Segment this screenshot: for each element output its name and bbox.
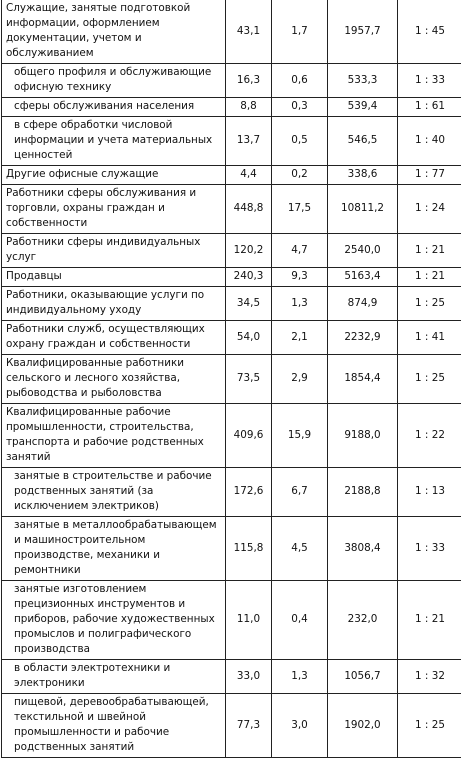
occupation-name-cell: Квалифицированные работники сельского и лесного хозяйства, рыбоводства и рыболовства bbox=[2, 355, 226, 404]
ratio-cell: 1 : 77 bbox=[398, 166, 461, 185]
occupation-name-cell: в области электротехники и электроники bbox=[2, 660, 226, 694]
occupation-name-cell: занятые в металлообрабатывающем и машиностроительном производстве, механики и ремонтники bbox=[2, 517, 226, 581]
ratio-cell: 1 : 25 bbox=[398, 355, 461, 404]
ratio-cell: 1 : 40 bbox=[398, 117, 461, 166]
value-cell-3: 232,0 bbox=[328, 581, 398, 660]
table-row bbox=[2, 517, 461, 581]
value-cell-1: 16,3 bbox=[226, 64, 272, 98]
occupation-name-cell: Другие офисные служащие bbox=[2, 166, 226, 185]
value-cell-3: 533,3 bbox=[328, 64, 398, 98]
ratio-cell: 1 : 21 bbox=[398, 268, 461, 287]
occupation-name-cell: Продавцы bbox=[2, 268, 226, 287]
ratio-cell: 1 : 33 bbox=[398, 64, 461, 98]
value-cell-1: 13,7 bbox=[226, 117, 272, 166]
table-row bbox=[2, 287, 461, 321]
value-cell-1: 8,8 bbox=[226, 98, 272, 117]
occupation-name-cell: Работники служб, осуществляющих охрану граждан и собственности bbox=[2, 321, 226, 355]
ratio-cell: 1 : 33 bbox=[398, 517, 461, 581]
table-row bbox=[2, 321, 461, 355]
value-cell-3: 338,6 bbox=[328, 166, 398, 185]
value-cell-2: 0,3 bbox=[272, 98, 328, 117]
value-cell-3: 3808,4 bbox=[328, 517, 398, 581]
table-row bbox=[2, 64, 461, 98]
value-cell-1: 54,0 bbox=[226, 321, 272, 355]
occupation-name-cell: Работники, оказывающие услуги по индивидуальному уходу bbox=[2, 287, 226, 321]
table-row bbox=[2, 98, 461, 117]
value-cell-3: 10811,2 bbox=[328, 185, 398, 234]
occupation-name-cell: сферы обслуживания населения bbox=[2, 98, 226, 117]
value-cell-2: 2,9 bbox=[272, 355, 328, 404]
value-cell-2: 0,2 bbox=[272, 166, 328, 185]
value-cell-1: 240,3 bbox=[226, 268, 272, 287]
table-row bbox=[2, 355, 461, 404]
value-cell-3: 2188,8 bbox=[328, 468, 398, 517]
value-cell-1: 33,0 bbox=[226, 660, 272, 694]
table-row bbox=[2, 0, 461, 64]
value-cell-1: 34,5 bbox=[226, 287, 272, 321]
value-cell-3: 546,5 bbox=[328, 117, 398, 166]
value-cell-3: 1902,0 bbox=[328, 694, 398, 758]
ratio-cell: 1 : 41 bbox=[398, 321, 461, 355]
ratio-cell: 1 : 61 bbox=[398, 98, 461, 117]
value-cell-3: 874,9 bbox=[328, 287, 398, 321]
value-cell-1: 448,8 bbox=[226, 185, 272, 234]
value-cell-2: 4,7 bbox=[272, 234, 328, 268]
occupation-name-cell: Служащие, занятые подготовкой информации, оформлением документации, учетом и обслуживанием bbox=[2, 0, 226, 64]
table-row bbox=[2, 234, 461, 268]
value-cell-3: 1854,4 bbox=[328, 355, 398, 404]
value-cell-3: 2232,9 bbox=[328, 321, 398, 355]
occupation-name-cell: занятые в строительстве и рабочие родственных занятий (за исключением электриков) bbox=[2, 468, 226, 517]
table-row bbox=[2, 404, 461, 468]
ratio-cell: 1 : 22 bbox=[398, 404, 461, 468]
value-cell-1: 172,6 bbox=[226, 468, 272, 517]
ratio-cell: 1 : 21 bbox=[398, 581, 461, 660]
value-cell-3: 1056,7 bbox=[328, 660, 398, 694]
value-cell-1: 120,2 bbox=[226, 234, 272, 268]
occupation-name-cell: занятые изготовлением прецизионных инструментов и приборов, рабочие художественных промыслов и полиграфического производства bbox=[2, 581, 226, 660]
value-cell-2: 0,4 bbox=[272, 581, 328, 660]
value-cell-2: 17,5 bbox=[272, 185, 328, 234]
value-cell-2: 2,1 bbox=[272, 321, 328, 355]
value-cell-3: 5163,4 bbox=[328, 268, 398, 287]
occupations-table bbox=[1, 0, 461, 758]
ratio-cell: 1 : 13 bbox=[398, 468, 461, 517]
value-cell-2: 0,5 bbox=[272, 117, 328, 166]
occupation-name-cell: общего профиля и обслуживающие офисную технику bbox=[2, 64, 226, 98]
value-cell-1: 11,0 bbox=[226, 581, 272, 660]
value-cell-3: 2540,0 bbox=[328, 234, 398, 268]
table-row bbox=[2, 117, 461, 166]
ratio-cell: 1 : 32 bbox=[398, 660, 461, 694]
value-cell-2: 4,5 bbox=[272, 517, 328, 581]
occupation-name-cell: в сфере обработки числовой информации и учета материальных ценностей bbox=[2, 117, 226, 166]
ratio-cell: 1 : 21 bbox=[398, 234, 461, 268]
value-cell-1: 77,3 bbox=[226, 694, 272, 758]
ratio-cell: 1 : 25 bbox=[398, 694, 461, 758]
value-cell-1: 43,1 bbox=[226, 0, 272, 64]
table-row bbox=[2, 694, 461, 758]
value-cell-1: 4,4 bbox=[226, 166, 272, 185]
value-cell-2: 3,0 bbox=[272, 694, 328, 758]
value-cell-3: 1957,7 bbox=[328, 0, 398, 64]
value-cell-3: 539,4 bbox=[328, 98, 398, 117]
value-cell-2: 6,7 bbox=[272, 468, 328, 517]
table-row bbox=[2, 468, 461, 517]
ratio-cell: 1 : 25 bbox=[398, 287, 461, 321]
table-row bbox=[2, 185, 461, 234]
occupation-name-cell: Работники сферы индивидуальных услуг bbox=[2, 234, 226, 268]
table-row bbox=[2, 660, 461, 694]
table-body bbox=[2, 0, 461, 758]
table-row bbox=[2, 581, 461, 660]
ratio-cell: 1 : 24 bbox=[398, 185, 461, 234]
value-cell-1: 409,6 bbox=[226, 404, 272, 468]
value-cell-2: 9,3 bbox=[272, 268, 328, 287]
value-cell-2: 1,3 bbox=[272, 660, 328, 694]
value-cell-1: 73,5 bbox=[226, 355, 272, 404]
value-cell-2: 0,6 bbox=[272, 64, 328, 98]
value-cell-3: 9188,0 bbox=[328, 404, 398, 468]
occupation-name-cell: Квалифицированные рабочие промышленности, строительства, транспорта и рабочие родственных занятий bbox=[2, 404, 226, 468]
value-cell-2: 15,9 bbox=[272, 404, 328, 468]
occupation-name-cell: пищевой, деревообрабатывающей, текстильной и швейной промышленности и рабочие родственных занятий bbox=[2, 694, 226, 758]
table-row bbox=[2, 268, 461, 287]
value-cell-2: 1,7 bbox=[272, 0, 328, 64]
table-row bbox=[2, 166, 461, 185]
value-cell-2: 1,3 bbox=[272, 287, 328, 321]
value-cell-1: 115,8 bbox=[226, 517, 272, 581]
ratio-cell: 1 : 45 bbox=[398, 0, 461, 64]
occupation-name-cell: Работники сферы обслуживания и торговли, охраны граждан и собственности bbox=[2, 185, 226, 234]
